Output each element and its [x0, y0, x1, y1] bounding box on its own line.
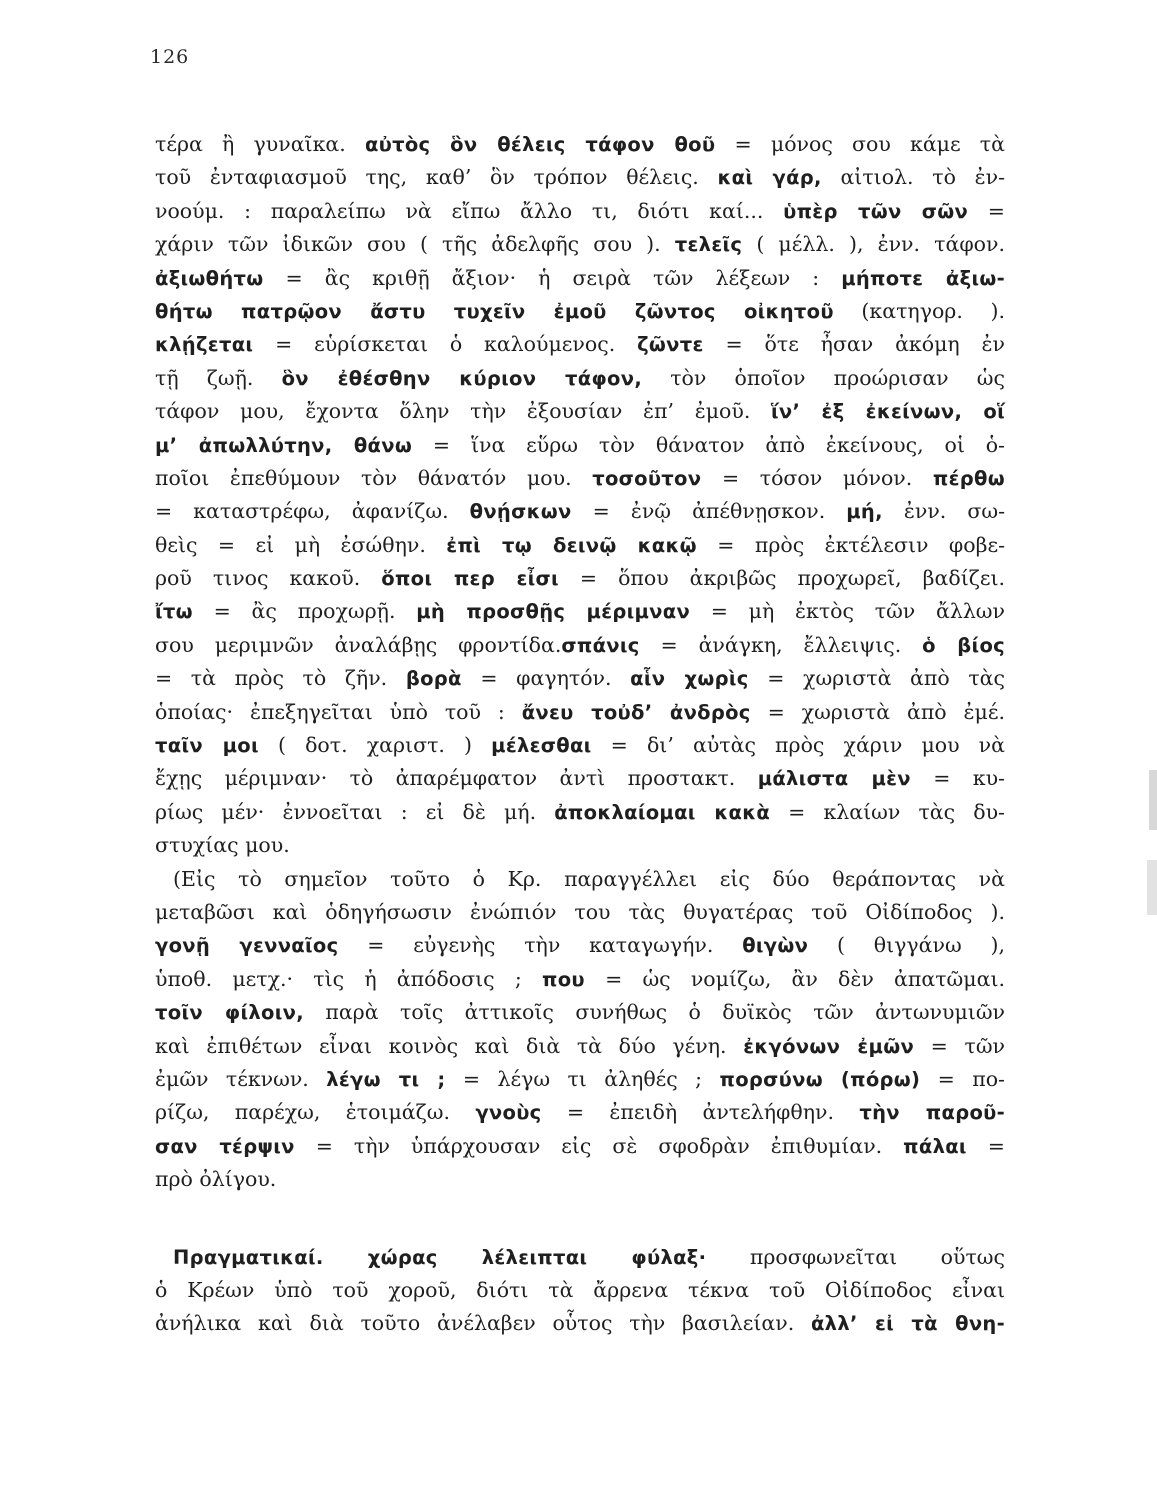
gloss-text: = ἵνα εὕρω τὸν θάνατον ἀπὸ ἐκείνους, οἱ ὁ-	[412, 432, 1005, 457]
lemma-term: θήτω πατρῷον ἄστυ τυχεῖν ἐμοῦ ζῶντος οἰκητοῦ	[155, 299, 834, 323]
lemma-term: ἐπὶ τῳ δεινῷ κακῷ	[446, 533, 697, 557]
gloss-text: = πρὸς ἐκτέλεσιν φοβε-	[696, 532, 1005, 557]
lemma-term: μήποτε ἀξιω-	[841, 266, 1005, 290]
text-line	[155, 662, 1005, 695]
lemma-term: ὃν ἐθέσθην κύριον τάφον,	[281, 366, 643, 390]
gloss-text: μεταβῶσι καὶ ὁδηγήσωσιν ἐνώπιόν του τὰς θυγατέρας τοῦ Οἰδίποδος ).	[155, 899, 1005, 924]
gloss-text: = ὅπου ἀκριβῶς προχωρεῖ, βαδίζει.	[558, 566, 1006, 591]
gloss-text: ( θιγγάνω ),	[808, 933, 1005, 958]
gloss-text: = ἂς κριθῇ ἄξιον· ἡ σειρὰ τῶν λέξεων :	[263, 265, 842, 290]
lemma-term: γονῇ γενναῖος	[155, 934, 339, 958]
text-line	[155, 829, 1005, 862]
lemma-term: τὴν παροῦ-	[859, 1101, 1006, 1125]
gloss-text: τέρα ἢ γυναῖκα.	[155, 132, 365, 156]
text-line	[155, 796, 1005, 829]
gloss-text: ( μέλλ. ), ἐνν. τάφον.	[742, 232, 1005, 257]
text-line	[155, 1163, 1005, 1196]
lemma-term: σαν τέρψιν	[155, 1134, 295, 1158]
gloss-text: στυχίας μου.	[155, 833, 290, 858]
gloss-text: = μόνος σου κάμε τὰ	[715, 132, 1005, 156]
gloss-text: τάφον μου, ἔχοντα ὅλην τὴν ἐξουσίαν ἐπ’ ἐμοῦ.	[155, 399, 772, 424]
text-line	[155, 1307, 1005, 1340]
gloss-text: χάριν τῶν ἰδικῶν σου ( τῆς ἀδελφῆς σου ).	[155, 232, 675, 257]
lemma-term: μέλεσθαι	[491, 734, 592, 758]
scan-edge-mark	[1149, 770, 1157, 830]
text-line	[155, 929, 1005, 962]
gloss-text: = κυ-	[910, 766, 1005, 791]
lemma-term: σπάνις	[561, 633, 640, 657]
gloss-text: τοῦ ἐνταφιασμοῦ της, καθ’ ὃν τρόπον θέλεις.	[155, 165, 718, 190]
text-line	[155, 161, 1005, 194]
gloss-text: ποῖοι ἐπεθύμουν τὸν θάνατόν μου.	[155, 465, 593, 490]
lemma-term: ζῶντε	[637, 333, 704, 357]
text-line	[155, 963, 1005, 996]
lemma-term: μή,	[846, 500, 883, 524]
text-line	[155, 863, 1005, 896]
gloss-text: ( δοτ. χαριστ. )	[258, 733, 492, 758]
gloss-text: = ἂς προχωρῇ.	[192, 599, 417, 624]
gloss-text: = μὴ ἐκτὸς τῶν ἄλλων	[690, 599, 1005, 624]
gloss-text: (Εἰς τὸ σημεῖον τοῦτο ὁ Κρ. παραγγέλλει εἰς δύο θεράποντας νὰ	[173, 866, 1005, 891]
gloss-text: = ἀνάγκη, ἔλλειψις.	[639, 632, 923, 657]
gloss-text: = ὅτε ἦσαν ἀκόμη ἐν	[703, 332, 1005, 357]
text-line	[155, 896, 1005, 929]
lemma-term: θιγὼν	[742, 934, 809, 958]
gloss-text: ὁ Κρέων ὑπὸ τοῦ χοροῦ, διότι τὰ ἄρρενα τέκνα τοῦ Οἰδίποδος εἶναι	[155, 1277, 1005, 1302]
gloss-text: = ὡς νομίζω, ἂν δὲν ἀπατῶμαι.	[584, 966, 1005, 991]
text-line	[155, 362, 1005, 395]
lemma-term: κλῄζεται	[155, 333, 254, 357]
gloss-text: ἀνήλικα καὶ διὰ τοῦτο ἀνέλαβεν οὗτος τὴν βασιλείαν.	[155, 1311, 811, 1336]
lemma-term: μὴ προσθῇς μέριμναν	[416, 600, 691, 624]
text-line	[155, 529, 1005, 562]
gloss-text: πρὸ ὀλίγου.	[155, 1167, 277, 1192]
gloss-text: αἰτιολ. τὸ ἐν-	[821, 165, 1006, 190]
gloss-text: = λέγω τι ἀληθές ;	[445, 1066, 720, 1091]
text-line	[155, 495, 1005, 528]
text-line	[155, 1063, 1005, 1096]
gloss-text: καὶ ἐπιθέτων εἶναι κοινὸς καὶ διὰ τὰ δύο γένη.	[155, 1033, 744, 1058]
gloss-text: ἐμῶν τέκνων.	[155, 1066, 327, 1091]
lemma-term: ἀλλ’ εἰ τὰ θνη-	[810, 1312, 1005, 1336]
text-line	[155, 1241, 1005, 1274]
lemma-term: ἀποκλαίομαι κακὰ	[554, 800, 771, 824]
gloss-text: = τόσον μόνον.	[701, 465, 933, 490]
text-line	[155, 462, 1005, 495]
text-line	[155, 1030, 1005, 1063]
text-line	[155, 328, 1005, 361]
gloss-text: (κατηγορ. ).	[833, 298, 1005, 323]
gloss-text: τὸν ὁποῖον προώρισαν ὡς	[642, 365, 1005, 390]
lemma-term: αὐτὸς ὃν θέλεις τάφον θοῦ	[364, 133, 716, 156]
lemma-term: βορὰ	[405, 667, 462, 691]
page-number: 126	[150, 46, 190, 68]
lemma-term: ταῖν μοι	[155, 734, 259, 758]
gloss-text: ρίως μέν· ἐννοεῖται : εἰ δὲ μή.	[155, 799, 555, 824]
lemma-term: πάλαι	[903, 1134, 967, 1158]
paragraph-gap	[155, 1197, 1005, 1241]
gloss-text: = χωριστὰ ἀπὸ τὰς	[748, 666, 1005, 691]
scan-edge-mark	[1147, 860, 1157, 915]
gloss-text: ἐνν. σω-	[882, 499, 1005, 524]
text-line	[155, 729, 1005, 762]
lemma-term: γνοὺς	[475, 1101, 542, 1125]
lemma-term: τοῖν φίλοιν,	[155, 1001, 304, 1025]
gloss-text: = ἐνῷ ἀπέθνῃσκον.	[571, 499, 847, 524]
text-line	[155, 295, 1005, 328]
gloss-text: = ἐπειδὴ ἀντελήφθην.	[541, 1100, 860, 1125]
lemma-term: αἷν χωρὶς	[630, 667, 749, 691]
lemma-term: πέρθω	[932, 466, 1005, 490]
gloss-text: τῇ ζωῇ.	[155, 365, 282, 390]
gloss-text: =	[966, 1133, 1005, 1158]
gloss-text: =	[968, 198, 1005, 223]
gloss-text: ὑποθ. μετχ.· τὶς ἡ ἀπόδοσις ;	[155, 966, 542, 991]
commentary-text	[155, 128, 1005, 1341]
gloss-text: = τὰ πρὸς τὸ ζῆν.	[155, 666, 406, 691]
text-line	[155, 228, 1005, 261]
lemma-term: ὅποι περ εἶσι	[381, 567, 559, 591]
lemma-term: λέγω τι ;	[326, 1067, 446, 1091]
lemma-term: ἵν’ ἐξ ἐκείνων, οἵ	[771, 400, 1005, 424]
text-line	[155, 595, 1005, 628]
text-line	[155, 429, 1005, 462]
gloss-text: σου μεριμνῶν ἀναλάβῃς φροντίδα.	[155, 632, 562, 657]
gloss-text: θεὶς = εἰ μὴ ἐσώθην.	[155, 532, 447, 557]
text-line	[155, 195, 1005, 228]
gloss-text: ροῦ τινος κακοῦ.	[155, 566, 382, 591]
gloss-text: ρίζω, παρέχω, ἑτοιμάζω.	[155, 1100, 476, 1125]
lemma-term: ἴτω	[155, 600, 193, 624]
lemma-term: μάλιστα μὲν	[757, 767, 911, 791]
gloss-text: = κλαίων τὰς δυ-	[770, 799, 1005, 824]
text-line	[155, 996, 1005, 1029]
text-line	[155, 1274, 1005, 1307]
lemma-term: καὶ γάρ,	[717, 166, 822, 190]
gloss-text: = τῶν	[914, 1033, 1005, 1058]
text-line	[155, 762, 1005, 795]
gloss-text: = καταστρέφω, ἀφανίζω.	[155, 499, 470, 524]
lemma-term: ἐκγόνων ἐμῶν	[743, 1034, 915, 1058]
gloss-text: νοούμ. : παραλείπω νὰ εἴπω ἄλλο τι, διότι καί...	[155, 198, 784, 223]
lemma-term: Πραγματικαί. χώρας λέλειπται φύλαξ·	[173, 1245, 707, 1269]
text-line	[155, 128, 1005, 161]
lemma-term: ἄνευ τοὐδ’ ἀνδρὸς	[521, 700, 751, 724]
lemma-term: μ’ ἀπωλλύτην, θάνω	[155, 433, 413, 457]
gloss-text: ὁποίας· ἐπεξηγεῖται ὑπὸ τοῦ :	[155, 699, 522, 724]
text-line	[155, 562, 1005, 595]
gloss-text: = φαγητόν.	[461, 666, 631, 691]
gloss-text: = εὑρίσκεται ὁ καλούμενος.	[253, 332, 638, 357]
gloss-text: προσφωνεῖται οὕτως	[706, 1244, 1005, 1269]
text-line	[155, 696, 1005, 729]
lemma-term: ἀξιωθήτω	[155, 266, 264, 290]
text-line	[155, 1130, 1005, 1163]
lemma-term: πορσύνω (πόρω)	[719, 1067, 921, 1091]
text-line	[155, 1096, 1005, 1129]
lemma-term: ὁ βίος	[922, 633, 1005, 657]
gloss-text: = δι’ αὐτὰς πρὸς χάριν μου νὰ	[591, 733, 1005, 758]
gloss-text: = χωριστὰ ἀπὸ ἐμέ.	[750, 699, 1005, 724]
text-line	[155, 262, 1005, 295]
gloss-text: παρὰ τοῖς ἀττικοῖς συνήθως ὁ δυϊκὸς τῶν ἀντωνυμιῶν	[303, 1000, 1005, 1025]
lemma-term: ὑπὲρ τῶν σῶν	[783, 199, 969, 223]
lemma-term: τελεῖς	[674, 233, 743, 257]
gloss-text: ἔχῃς μέριμναν· τὸ ἀπαρέμφατον ἀντὶ προστακτ.	[155, 766, 758, 791]
lemma-term: τοσοῦτον	[592, 466, 702, 490]
lemma-term: θνῄσκων	[469, 500, 572, 524]
gloss-text: = εὐγενὴς τὴν καταγωγήν.	[338, 933, 743, 958]
text-line	[155, 395, 1005, 428]
text-line	[155, 629, 1005, 662]
gloss-text: = τὴν ὑπάρχουσαν εἰς σὲ σφοδρὰν ἐπιθυμίαν.	[294, 1133, 904, 1158]
gloss-text: = πο-	[920, 1066, 1005, 1091]
lemma-term: που	[541, 967, 585, 991]
